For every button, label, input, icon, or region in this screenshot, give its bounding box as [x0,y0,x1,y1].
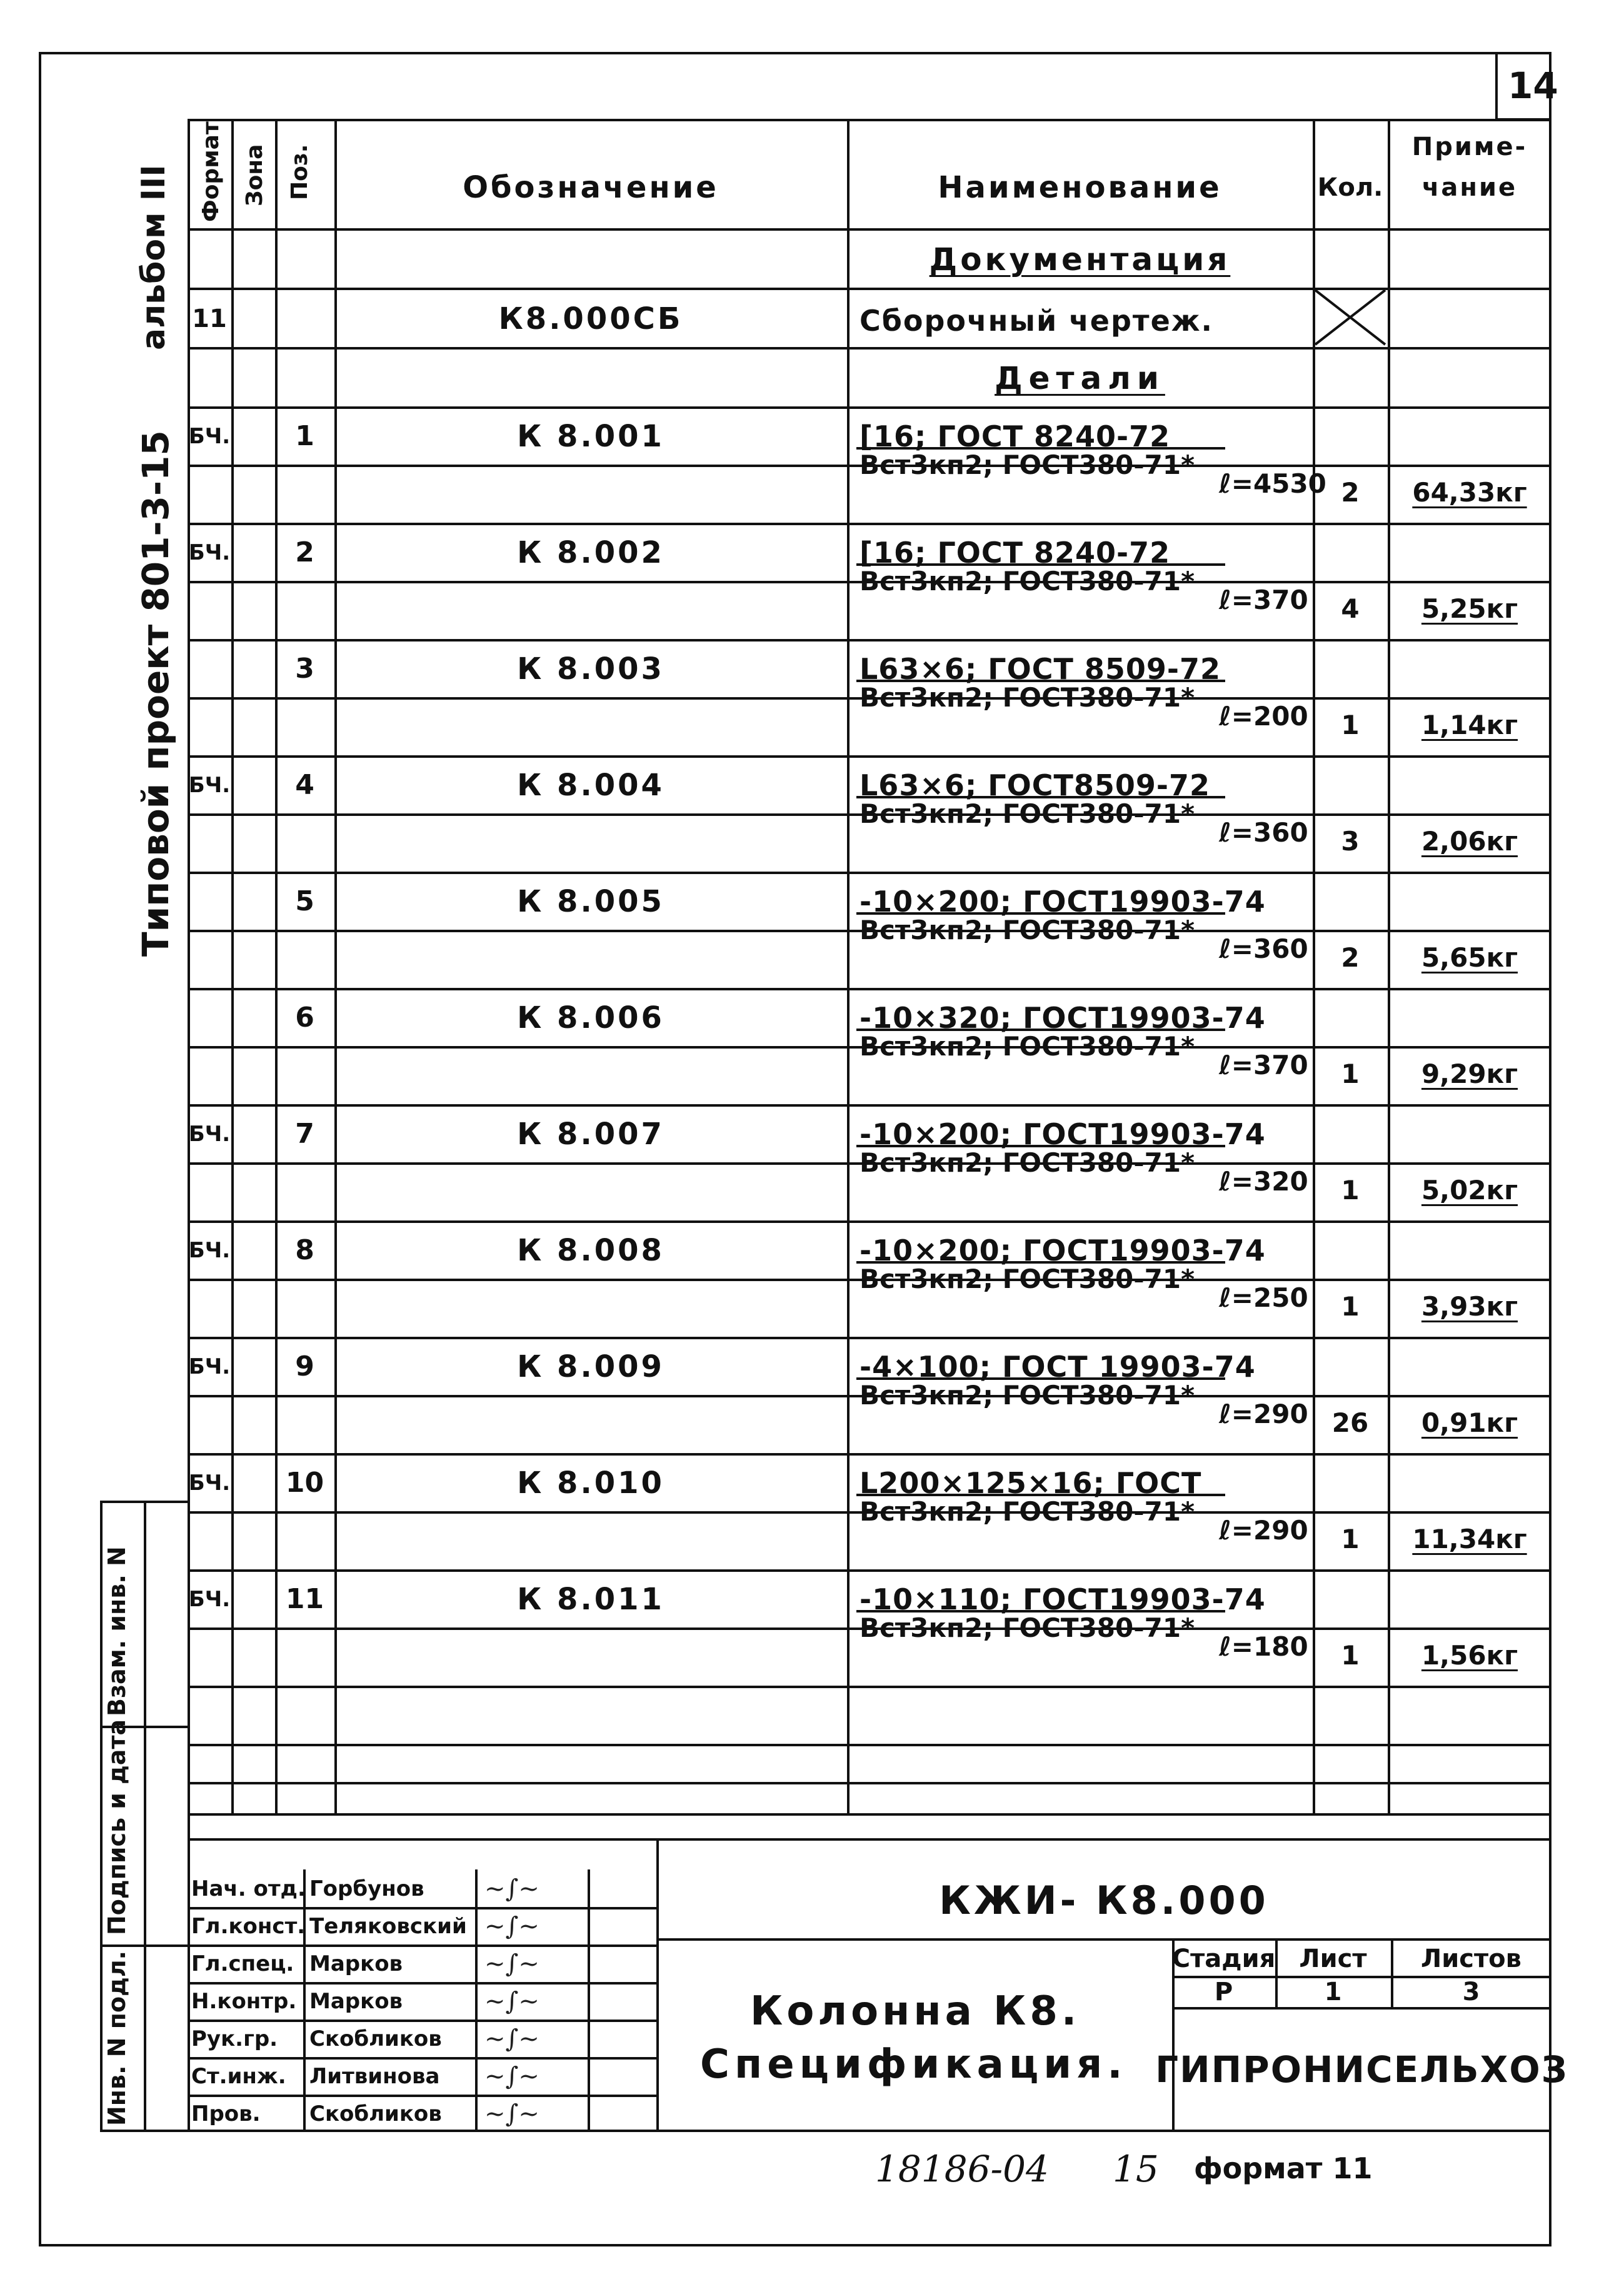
signature-name: Литвинова [309,2064,440,2089]
page-number: 14 [1508,64,1558,107]
item-pos: 7 [295,1117,314,1150]
item-pos: 6 [295,1001,314,1034]
item-note: 9,29кг [1421,1059,1518,1089]
handwritten-signature-icon: ~∫~ [484,2100,539,2128]
row-line [188,1686,1551,1688]
signature-name: Горбунов [309,1876,424,1901]
item-name-1: -10×200; ГОСТ19903-74 [860,1117,1266,1151]
stage-value: Р [1214,1978,1233,2006]
item-pos: 5 [295,885,314,917]
row-line [188,872,1551,874]
signature-row-line [188,2020,656,2022]
signature-name: Теляковский [309,1914,467,1939]
row-line [188,1453,1551,1456]
item-length: ℓ=180 [1219,1631,1308,1662]
item-fraction-line [856,912,1225,915]
stamp-divider [144,1501,146,2132]
item-note: 5,25кг [1421,593,1518,624]
handwritten-signature-icon: ~∫~ [484,1949,539,1978]
item-designation: К 8.005 [517,883,664,919]
item-name-2: Вст3кп2; ГОСТ380-71* [860,450,1195,480]
section-details: Детали [995,360,1165,396]
item-qty: 1 [1341,1059,1360,1089]
item-designation: К 8.009 [517,1349,664,1384]
signature-row-line [188,1982,656,1985]
row-line [188,1744,1551,1746]
handwritten-signature-icon: ~∫~ [484,2025,539,2053]
item-format [188,645,231,692]
item-note: 5,65кг [1421,942,1518,973]
col-line [334,119,337,1813]
sheets-value: 3 [1462,1978,1480,2006]
row-line [188,347,1551,350]
item-pos: 9 [295,1350,314,1382]
project-label: Типовой проект 801-3-15 [134,430,177,957]
signature-row-line [188,2057,656,2060]
signature-role: Пров. [191,2101,261,2126]
doc-format: 11 [192,304,227,333]
item-fraction-line [856,1029,1225,1031]
item-format: БЧ. [188,540,231,565]
item-designation: К 8.007 [517,1116,664,1152]
item-qty: 1 [1341,1524,1360,1554]
item-name-2: Вст3кп2; ГОСТ380-71* [860,915,1195,945]
item-qty: 3 [1341,826,1360,857]
organization: ГИПРОНИСЕЛЬХОЗ [1155,2048,1568,2091]
signature-role: Ст.инж. [191,2064,286,2089]
item-length: ℓ=200 [1219,701,1308,732]
row-line [188,1569,1551,1572]
item-fraction-line [856,1261,1225,1264]
item-designation: К 8.008 [517,1232,664,1268]
col-line [231,119,234,1813]
item-qty: 1 [1341,710,1360,740]
item-name-2: Вст3кп2; ГОСТ380-71* [860,682,1195,713]
item-name-2: Вст3кп2; ГОСТ380-71* [860,1380,1195,1411]
title-line2: Спецификация. [700,2041,1128,2088]
item-name-1: L200×125×16; ГОСТ [860,1466,1202,1500]
row-line [188,988,1551,990]
item-length: ℓ=360 [1219,817,1308,848]
item-format: БЧ. [188,1237,231,1263]
stamp-label-signature: Подпись и дата [103,1719,131,1935]
item-fraction-line [856,680,1225,682]
item-qty: 1 [1341,1291,1360,1322]
item-fraction-line [856,796,1225,798]
item-qty: 2 [1341,942,1360,973]
item-name-1: -4×100; ГОСТ 19903-74 [860,1350,1256,1384]
item-length: ℓ=4530 [1219,468,1326,499]
header-name: Наименование [938,170,1222,205]
item-name-2: Вст3кп2; ГОСТ380-71* [860,1264,1195,1294]
signature-role: Гл.спец. [191,1951,294,1976]
item-note: 0,91кг [1421,1407,1518,1438]
item-designation: К 8.002 [517,535,664,570]
archive-number: 18186-04 [875,2148,1049,2190]
item-name-2: Вст3кп2; ГОСТ380-71* [860,1031,1195,1062]
item-format: БЧ. [188,1470,231,1496]
item-fraction-line [856,1377,1225,1380]
item-pos: 10 [285,1466,324,1499]
header-note-1: Приме- [1411,133,1528,161]
item-name-1: L63×6; ГОСТ 8509-72 [860,652,1221,686]
item-name-1: -10×110; ГОСТ19903-74 [860,1582,1266,1616]
item-note: 3,93кг [1421,1291,1518,1322]
signature-role: Рук.гр. [191,2026,278,2051]
item-qty: 4 [1341,593,1360,624]
item-length: ℓ=320 [1219,1166,1308,1197]
header-format: Формат [198,121,224,222]
footer-page: 15 [1113,2148,1159,2190]
signature-name: Марков [309,1951,403,1976]
sheet-label: Лист [1299,1944,1367,1973]
item-name-1: [16; ГОСТ 8240-72 [860,536,1171,570]
item-designation: К 8.010 [517,1465,664,1501]
item-format: БЧ. [188,1586,231,1612]
handwritten-signature-icon: ~∫~ [484,1987,539,2016]
doc-code: КЖИ- К8.000 [939,1878,1269,1923]
item-qty: 1 [1341,1175,1360,1205]
row-line [188,1220,1551,1223]
item-fraction-line [856,1610,1225,1612]
album-label: альбом III [135,164,173,350]
item-name-2: Вст3кп2; ГОСТ380-71* [860,566,1195,596]
item-designation: К 8.003 [517,651,664,687]
row-line [188,523,1551,525]
signature-row-line [188,1944,656,1947]
item-format [188,994,231,1041]
item-length: ℓ=290 [1219,1515,1308,1546]
item-fraction-line [856,447,1225,450]
handwritten-signature-icon: ~∫~ [484,1874,539,1903]
item-qty: 26 [1331,1407,1369,1438]
signature-role: Гл.конст. [191,1914,306,1939]
item-name-1: [16; ГОСТ 8240-72 [860,420,1171,453]
item-name-1: L63×6; ГОСТ8509-72 [860,768,1210,802]
handwritten-signature-icon: ~∫~ [484,2062,539,2091]
tb-line [188,1838,1551,1841]
sheet-value: 1 [1324,1978,1342,2006]
item-qty: 1 [1341,1640,1360,1671]
row-line [188,1337,1551,1339]
item-pos: 11 [285,1582,324,1615]
item-length: ℓ=370 [1219,1050,1308,1080]
item-fraction-line [856,1145,1225,1147]
doc-qty-cross-icon [1313,288,1388,347]
item-name-2: Вст3кп2; ГОСТ380-71* [860,798,1195,829]
item-length: ℓ=290 [1219,1399,1308,1429]
item-name-2: Вст3кп2; ГОСТ380-71* [860,1147,1195,1178]
section-documentation: Документация [929,241,1231,278]
signature-name: Скобликов [309,2026,442,2051]
item-qty: 2 [1341,477,1360,508]
item-length: ℓ=250 [1219,1282,1308,1313]
item-format: БЧ. [188,423,231,449]
signature-row-line [188,1907,656,1909]
item-pos: 1 [295,420,314,452]
stamp-label-inventory: Инв. N подл. [103,1950,131,2126]
item-note: 1,14кг [1421,710,1518,740]
header-note-2: чание [1421,173,1518,202]
item-length: ℓ=360 [1219,933,1308,964]
signature-role: Н.контр. [191,1989,297,2014]
item-fraction-line [856,1494,1225,1496]
item-note: 5,02кг [1421,1175,1518,1205]
item-fraction-line [856,563,1225,566]
row-line [188,406,1551,409]
doc-designation: К8.000СБ [498,301,683,336]
item-format [188,878,231,925]
item-note: 2,06кг [1421,826,1518,857]
row-line [188,1782,1551,1784]
item-designation: К 8.011 [517,1581,664,1617]
header-designation: Обозначение [463,170,719,205]
tb-line [1172,2007,1551,2010]
format-label: формат 11 [1194,2151,1373,2185]
item-note: 64,33кг [1412,477,1527,508]
item-format: БЧ. [188,1121,231,1147]
header-qty: Кол. [1317,173,1383,202]
item-name-1: -10×200; ГОСТ19903-74 [860,885,1266,918]
item-designation: К 8.006 [517,1000,664,1035]
doc-name: Сборочный чертеж. [860,304,1214,338]
item-format: БЧ. [188,772,231,798]
col-line [275,119,278,1813]
header-line [188,228,1551,231]
signature-role: Нач. отд. [191,1876,306,1901]
signature-name: Скобликов [309,2101,442,2126]
item-name-2: Вст3кп2; ГОСТ380-71* [860,1612,1195,1643]
item-pos: 8 [295,1234,314,1266]
item-length: ℓ=370 [1219,585,1308,615]
item-pos: 4 [295,768,314,801]
sheets-label: Листов [1421,1944,1521,1973]
row-line [188,1813,1551,1816]
stage-label: Стадия [1171,1944,1276,1973]
item-name-2: Вст3кп2; ГОСТ380-71* [860,1496,1195,1527]
row-line [188,1104,1551,1107]
handwritten-signature-icon: ~∫~ [484,1912,539,1941]
item-note: 1,56кг [1421,1640,1518,1671]
item-note: 11,34кг [1412,1524,1527,1554]
item-pos: 3 [295,652,314,685]
row-line [188,755,1551,758]
row-line [188,639,1551,641]
item-pos: 2 [295,536,314,568]
header-zone: Зона [242,144,268,206]
header-pos: Поз. [287,144,313,200]
item-name-1: -10×200; ГОСТ19903-74 [860,1234,1266,1267]
title-line1: Колонна К8. [750,1988,1081,2035]
signature-name: Марков [309,1989,403,2014]
item-designation: К 8.001 [517,418,664,454]
item-name-1: -10×320; ГОСТ19903-74 [860,1001,1266,1035]
signature-row-line [188,2095,656,2097]
item-format: БЧ. [188,1354,231,1379]
tb-line [656,1938,1551,1941]
item-designation: К 8.004 [517,767,664,803]
stamp-label-replaced: Взам. инв. N [103,1546,131,1716]
